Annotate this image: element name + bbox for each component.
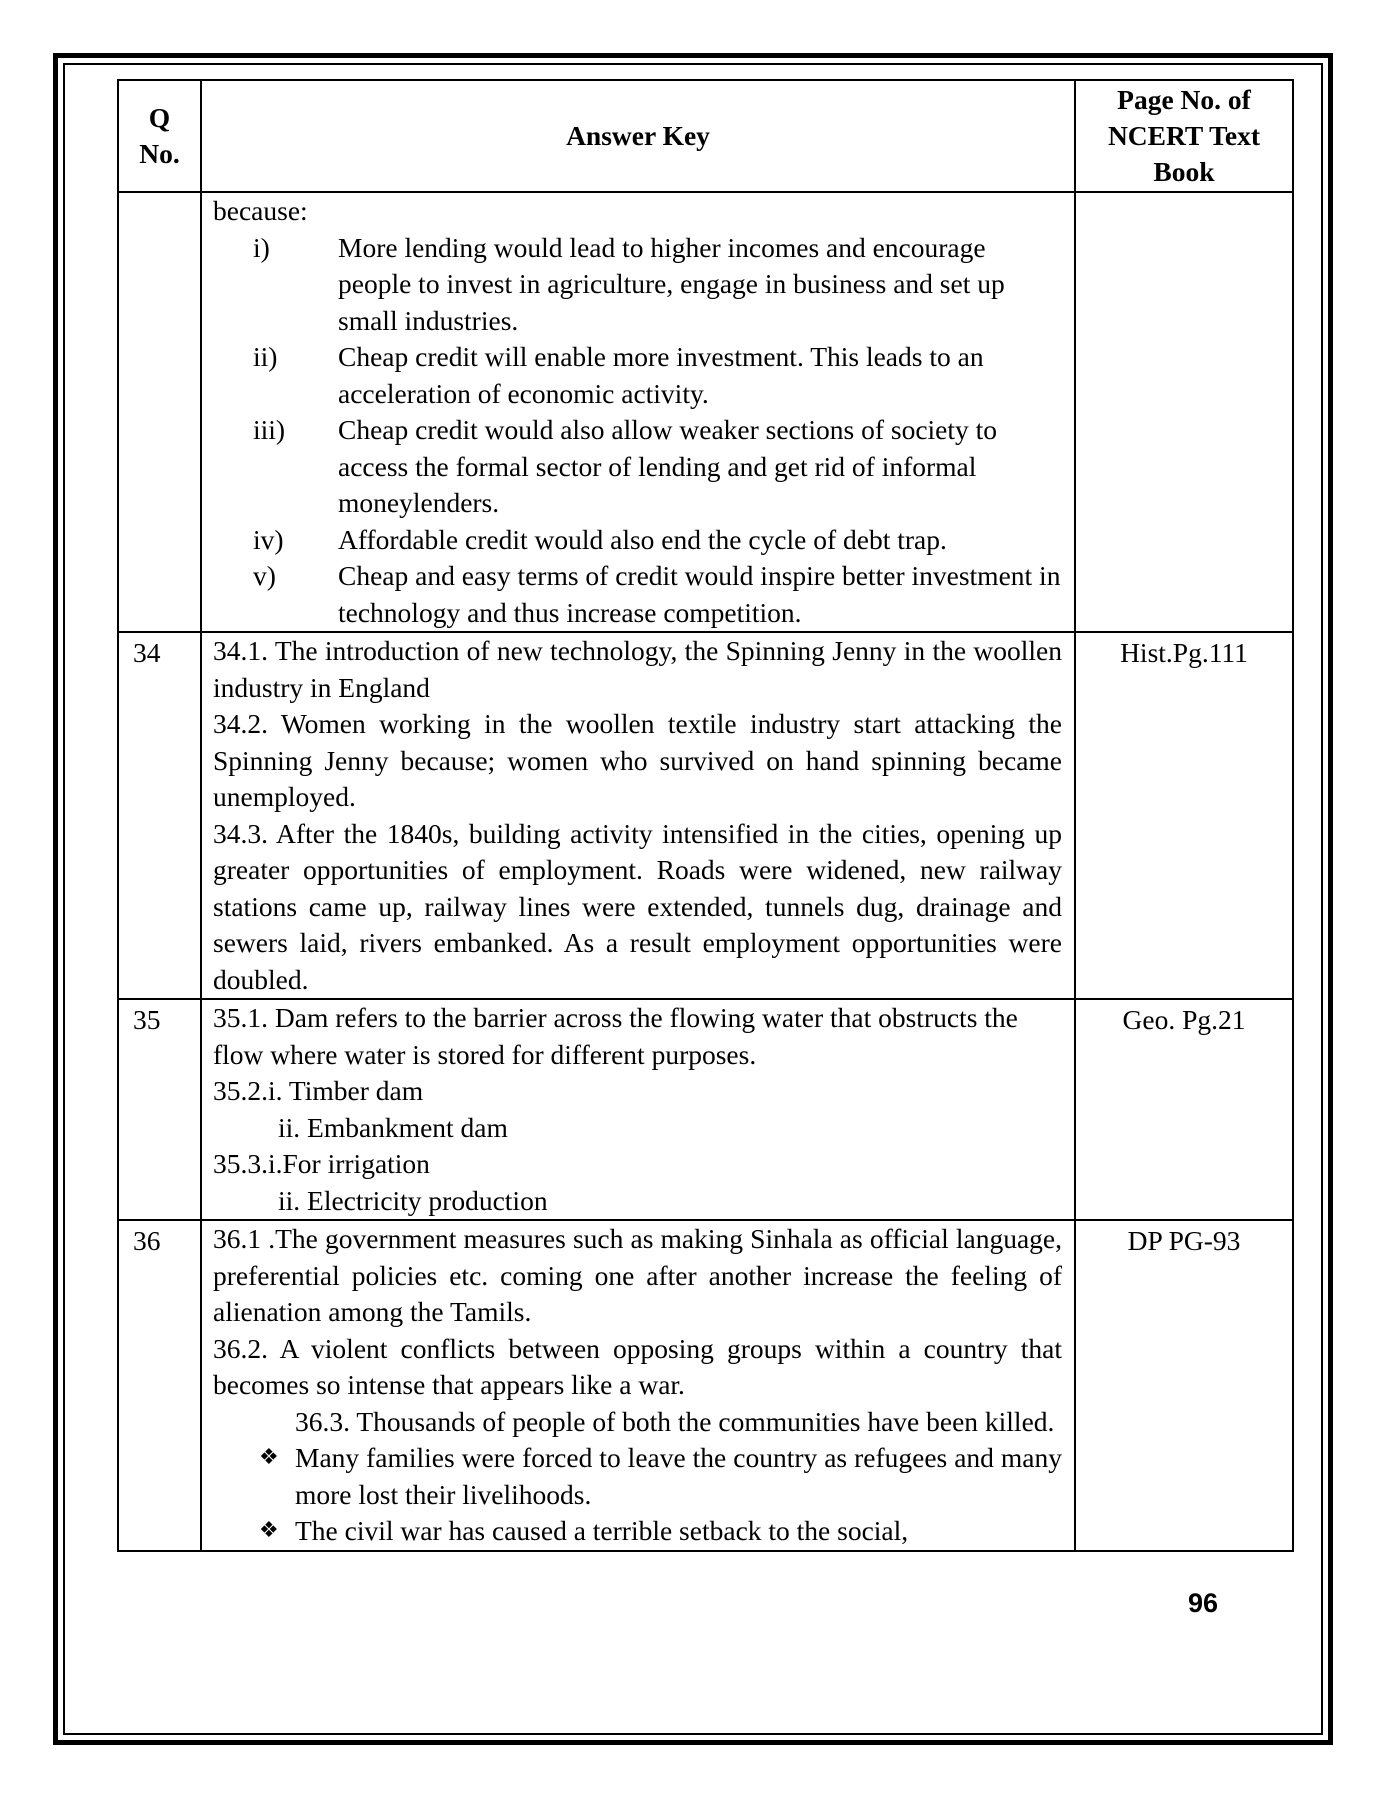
list-item — [213, 412, 1062, 522]
bullet-item — [213, 1440, 1062, 1513]
list-text: Cheap credit will enable more investment. This leads to an acceleration of economic activity. — [338, 341, 984, 409]
bullet-text: The civil war has caused a terrible setback to the social, — [295, 1515, 909, 1546]
answer-part: 34.3. After the 1840s, building activity intensified in the cities, opening up greater opportunities of employment. Roads were widened, new railway stations came up, railway lines were extended, tunnels dug, drainage and sewers laid, rivers embanked. As a result employment opportunities were doubled. — [213, 817, 1062, 995]
list-number: v) — [253, 560, 276, 591]
answer-part: 36.2. A violent conflicts between opposing groups within a country that becomes so intense that appears like a war. — [213, 1332, 1062, 1400]
table-row — [118, 632, 1293, 999]
table-row — [118, 1220, 1293, 1551]
header-page-ref: Page No. of NCERT Text Book — [1075, 80, 1293, 192]
table-header-row — [118, 80, 1293, 192]
q-number: 36 — [118, 1220, 201, 1551]
diamond-bullet-icon: ❖ — [259, 1445, 279, 1470]
answer-part: 35.2.i. Timber dam — [213, 1075, 424, 1106]
page-reference: DP PG-93 — [1075, 1220, 1293, 1551]
table-row — [118, 192, 1293, 632]
answer-part: ii. Embankment dam — [278, 1111, 508, 1143]
answer-part: 35.1. Dam refers to the barrier across the flowing water that obstructs the flow where water is stored for different purposes. — [213, 1002, 1018, 1070]
answer-key-table — [117, 79, 1294, 1552]
answer-part: ii. Electricity production — [278, 1184, 548, 1216]
list-text: Affordable credit would also end the cycle of debt trap. — [338, 523, 947, 555]
answer-cell — [201, 1220, 1075, 1551]
answer-part: 35.3.i.For irrigation — [213, 1148, 430, 1179]
bullet-text: Many families were forced to leave the country as refugees and many more lost their livelihoods. — [295, 1442, 1062, 1510]
answer-cell — [201, 999, 1075, 1220]
list-number: iv) — [253, 523, 284, 555]
list-item — [213, 339, 1062, 412]
header-q-no: Q No. — [118, 80, 201, 192]
list-number: ii) — [253, 341, 278, 372]
list-item — [213, 230, 1062, 340]
list-text: More lending would lead to higher incomes and encourage people to invest in agriculture, engage in business and set up small industries. — [338, 231, 1005, 336]
q-number: 35 — [118, 999, 201, 1220]
answer-part: 36.1 .The government measures such as making Sinhala as official language, preferential policies etc. coming one after another increase the feeling of alienation among the Tamils. — [213, 1223, 1062, 1327]
diamond-bullet-icon: ❖ — [259, 1518, 279, 1543]
list-item — [213, 522, 1062, 559]
page-reference: Geo. Pg.21 — [1075, 999, 1293, 1220]
answer-cell — [201, 192, 1075, 632]
list-number: i) — [253, 231, 270, 263]
answer-cell — [201, 632, 1075, 999]
list-number: iii) — [253, 414, 286, 445]
q-number: 34 — [118, 632, 201, 999]
bullet-item — [213, 1513, 1062, 1550]
page-reference — [1075, 192, 1293, 632]
q-number — [118, 192, 201, 632]
answer-part: 36.3. Thousands of people of both the communities have been killed. — [295, 1405, 1055, 1437]
header-answer-key: Answer Key — [201, 80, 1075, 192]
list-text: Cheap credit would also allow weaker sections of society to access the formal sector of lending and get rid of informal moneylenders. — [338, 414, 998, 518]
page-reference: Hist.Pg.111 — [1075, 632, 1293, 999]
table-row — [118, 999, 1293, 1220]
answer-part: 34.1. The introduction of new technology, the Spinning Jenny in the woollen industry in England — [213, 635, 1062, 703]
answer-part: 34.2. Women working in the woollen textile industry start attacking the Spinning Jenny because; women who survived on hand spinning became unemployed. — [213, 708, 1062, 812]
list-text: Cheap and easy terms of credit would inspire better investment in technology and thus increase competition. — [338, 560, 1061, 628]
answer-intro: because: — [213, 195, 308, 226]
page-number: 96 — [1188, 1588, 1219, 1618]
list-item — [213, 558, 1062, 631]
